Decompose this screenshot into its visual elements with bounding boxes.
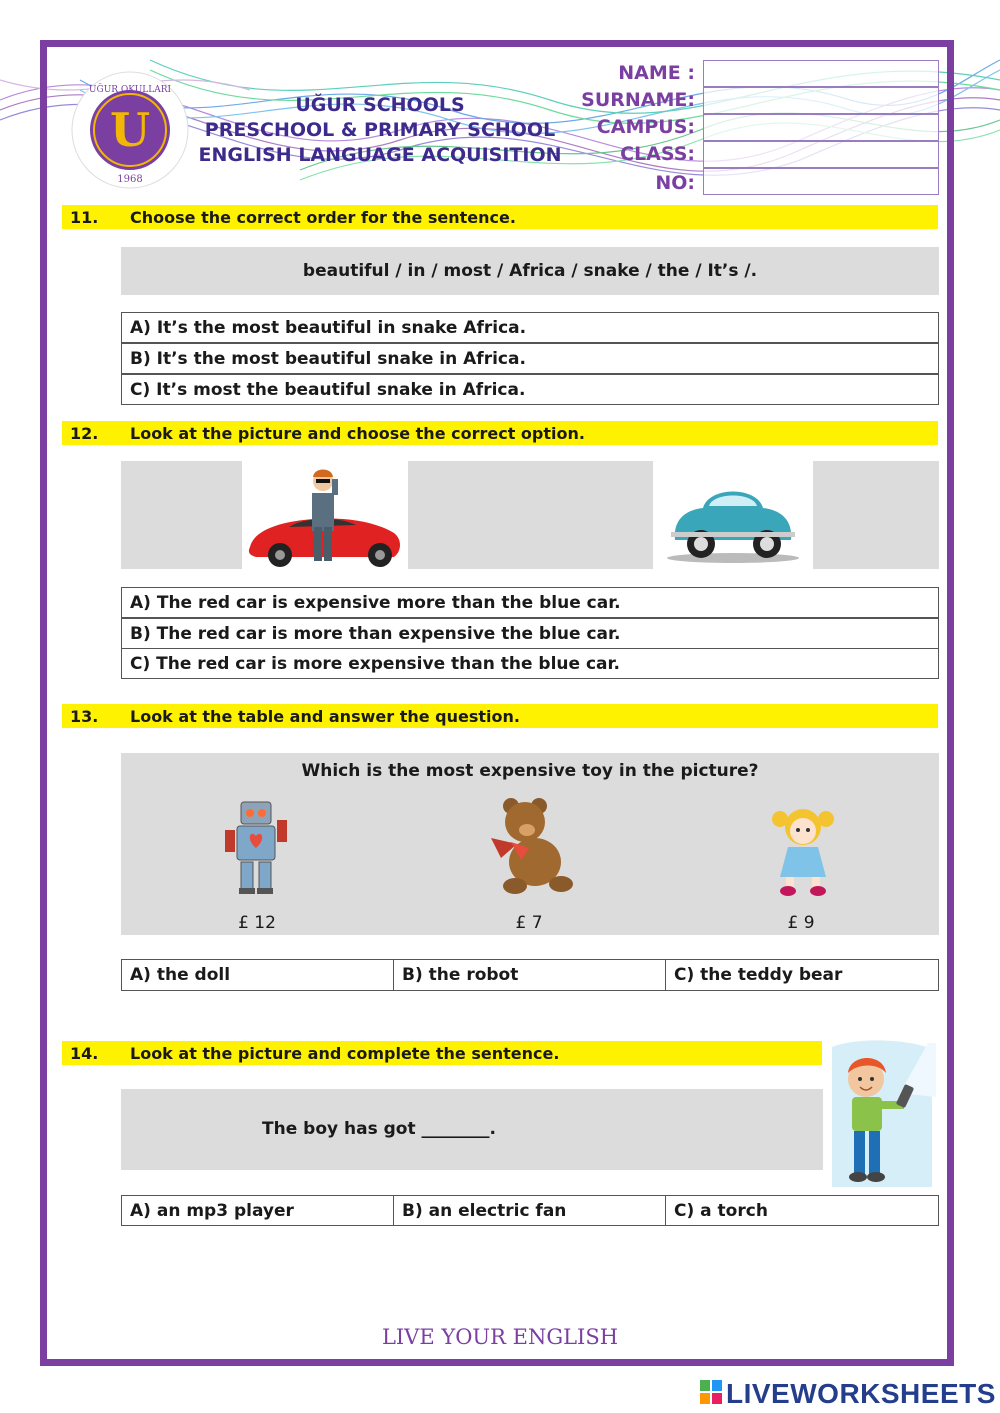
- surname-label: SURNAME:: [581, 89, 695, 111]
- class-label: CLASS:: [620, 143, 695, 165]
- doll-icon: [766, 803, 841, 898]
- school-level: PRESCHOOL & PRIMARY SCHOOL: [204, 119, 556, 141]
- doll-price: £ 9: [787, 913, 815, 933]
- footer-slogan: LIVE YOUR ENGLISH: [381, 1325, 619, 1349]
- question-12-header: [62, 421, 938, 445]
- q11-option-a[interactable]: A) It’s the most beautiful in snake Africa.: [121, 312, 939, 343]
- question-prompt: Look at the table and answer the question.: [130, 707, 520, 726]
- word-order-box: beautiful / in / most / Africa / snake / the / It’s /.: [121, 247, 939, 295]
- question-11-header: [62, 205, 938, 229]
- table-question: Which is the most expensive toy in the picture?: [301, 761, 759, 781]
- question-prompt: Look at the picture and complete the sentence.: [130, 1044, 560, 1063]
- q12-option-c[interactable]: C) The red car is more expensive than the blue car.: [121, 648, 939, 679]
- picture-panel: [121, 461, 242, 569]
- picture-panel: [813, 461, 939, 569]
- name-field[interactable]: [703, 60, 939, 87]
- question-prompt: Look at the picture and choose the correct option.: [130, 424, 585, 443]
- q12-option-b[interactable]: B) The red car is more than expensive the blue car.: [121, 618, 939, 649]
- q13-option-c[interactable]: C) the teddy bear: [665, 959, 939, 991]
- toy-table: [121, 753, 939, 935]
- boy-with-torch-image: [828, 1037, 936, 1192]
- sentence-text: The boy has got ________.: [262, 1119, 496, 1139]
- q14-option-b[interactable]: B) an electric fan: [393, 1195, 666, 1226]
- no-field[interactable]: [703, 168, 939, 195]
- q11-option-c[interactable]: C) It’s most the beautiful snake in Africa.: [121, 374, 939, 405]
- q11-option-b[interactable]: B) It’s the most beautiful snake in Africa.: [121, 343, 939, 374]
- teddy-bear-icon: [481, 798, 579, 896]
- man-with-red-car-image: [244, 461, 406, 569]
- question-number: 11.: [70, 208, 99, 227]
- logo-ring-text: UĞUR OKULLARI: [88, 85, 172, 95]
- robot-icon: [221, 798, 296, 898]
- question-13-header: [62, 704, 938, 728]
- class-field[interactable]: [703, 141, 939, 168]
- q14-option-c[interactable]: C) a torch: [665, 1195, 939, 1226]
- sentence-box: [121, 1089, 823, 1170]
- q13-option-b[interactable]: B) the robot: [393, 959, 666, 991]
- campus-label: CAMPUS:: [596, 116, 695, 138]
- name-label: NAME :: [618, 62, 695, 84]
- question-prompt: Choose the correct order for the sentence.: [130, 208, 516, 227]
- no-label: NO:: [655, 172, 695, 194]
- teddy-bear-price: £ 7: [515, 913, 543, 933]
- question-number: 13.: [70, 707, 99, 726]
- q14-option-a[interactable]: A) an mp3 player: [121, 1195, 394, 1226]
- q13-option-a[interactable]: A) the doll: [121, 959, 394, 991]
- robot-price: £ 12: [238, 913, 276, 933]
- question-number: 14.: [70, 1044, 99, 1063]
- picture-panel: [408, 461, 653, 569]
- blue-car-image: [663, 470, 803, 565]
- question-number: 12.: [70, 424, 99, 443]
- school-subject: ENGLISH LANGUAGE ACQUISITION: [198, 144, 562, 166]
- school-logo: [70, 70, 190, 190]
- liveworksheets-brand[interactable]: LIVEWORKSHEETS: [726, 1378, 996, 1409]
- surname-field[interactable]: [703, 87, 939, 114]
- logo-year: 1968: [117, 174, 143, 185]
- school-name: UĞUR SCHOOLS: [295, 94, 465, 116]
- q12-option-a[interactable]: A) The red car is expensive more than the blue car.: [121, 587, 939, 618]
- campus-field[interactable]: [703, 114, 939, 141]
- question-14-header: [62, 1041, 822, 1065]
- logo-letter: U: [109, 103, 151, 157]
- liveworksheets-logo-icon: [700, 1380, 722, 1404]
